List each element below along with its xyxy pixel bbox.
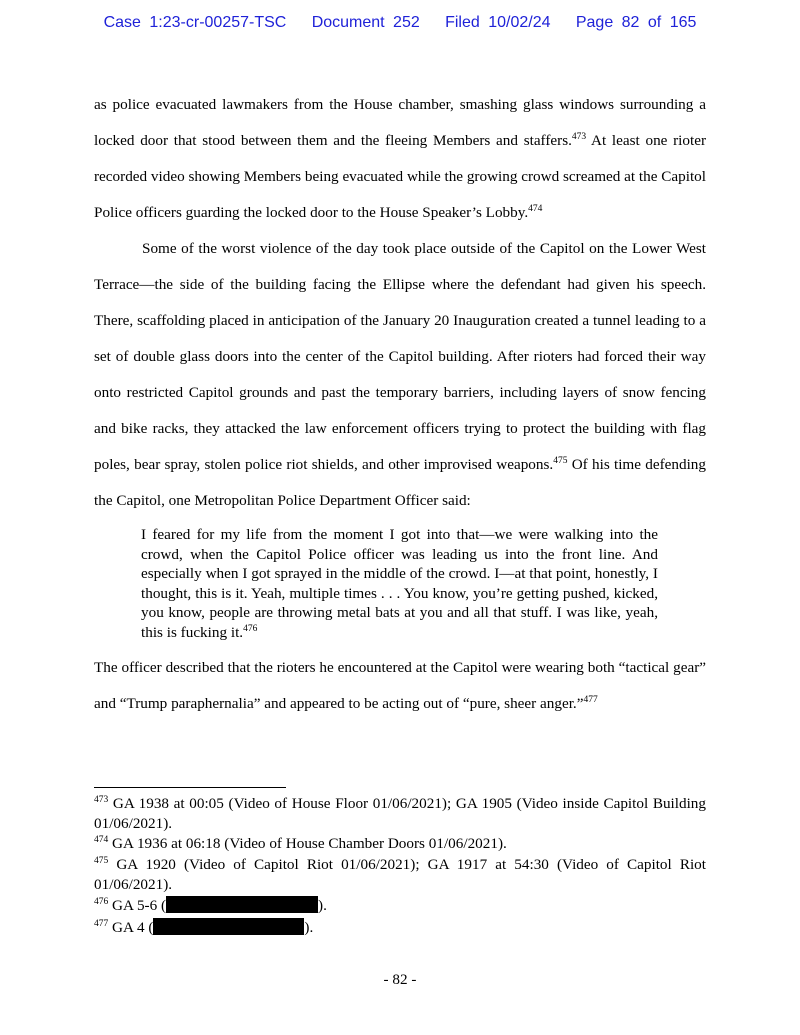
paragraph-3-text: The officer described that the rioters he encountered at the Capitol were wearing both “tactical gear” and “Trump paraphernalia” and appeared to be acting out of “pure, sheer anger.”	[94, 659, 706, 712]
footnote-ref-476[interactable]: 476	[243, 623, 258, 634]
footnote-number: 474	[94, 835, 109, 845]
paragraph-2-text-b: Of his time defending the Capitol, one Metropolitan Police Department Officer said:	[94, 456, 706, 509]
redaction-block	[153, 918, 304, 935]
block-quote	[141, 525, 658, 643]
page-number: - 82 -	[383, 971, 417, 988]
case-number: Case 1:23-cr-00257-TSC	[103, 14, 287, 31]
footnote-text: GA 1938 at 00:05 (Video of House Floor 01/06/2021); GA 1905 (Video inside Capitol Building 01/06/2021).	[94, 795, 706, 832]
paragraph-1	[94, 87, 706, 231]
paragraph-1-text-a: as police evacuated lawmakers from the House chamber, smashing glass windows surrounding a locked door that stood between them and the fleeing Members and staffers.	[94, 96, 706, 149]
block-quote-text: I feared for my life from the moment I got into that—we were walking into the crowd, when the Capitol Police officer was leading us into the front line. And especially when I got sprayed in the middle of the crowd. I—at that point, honestly, I thought, this is it. Yeah, multiple times . . . You know, you’re getting pushed, kicked, you know, people are throwing metal bats at you and all that stuff. I was like, yeah, this is fucking it.	[141, 526, 658, 641]
footnote-divider	[94, 787, 286, 788]
footnote-ref-475[interactable]: 475	[553, 456, 568, 466]
paragraph-3	[94, 650, 706, 722]
filed-date: Filed 10/02/24	[445, 14, 551, 31]
footnote-ref-477[interactable]: 477	[583, 695, 598, 705]
footnote-ref-474[interactable]: 474	[528, 204, 543, 214]
paragraph-1-text-b: At least one rioter recorded video showing Members being evacuated while the growing crowd screamed at the Capitol Police officers guarding the locked door to the House Speaker’s Lobby.	[94, 132, 706, 221]
footnote-number: 475	[94, 856, 109, 866]
footnote-text: GA 1920 (Video of Capitol Riot 01/06/2021); GA 1917 at 54:30 (Video of Capitol Riot 01/06/2021).	[94, 856, 706, 893]
footnote-474	[94, 834, 706, 854]
redaction-block	[166, 896, 318, 913]
footnote-text-after: ).	[318, 897, 327, 914]
footnote-473	[94, 794, 706, 834]
footnote-number: 473	[94, 795, 109, 805]
footnote-number: 477	[94, 919, 109, 929]
footnote-text-after: ).	[304, 919, 314, 936]
footnote-475	[94, 855, 706, 895]
paragraph-2-text-a: Some of the worst violence of the day took place outside of the Capitol on the Lower West Terrace—the side of the building facing the Ellipse where the defendant had given his speech. There, scaffolding placed in anticipation of the January 20 Inauguration created a tunnel leading to a set of double glass doors into the center of the Capitol building. After rioters had forced their way onto restricted Capitol grounds and past the temporary barriers, including layers of snow fencing and bike racks, they attacked the law enforcement officers trying to protect the building with flag poles, bear spray, stolen police riot shields, and other improvised weapons.	[94, 240, 706, 473]
footnote-text-before: GA 5-6 (	[108, 897, 167, 914]
footnote-number: 476	[94, 897, 109, 907]
case-header	[0, 14, 800, 32]
footnote-text-before: GA 4 (	[108, 919, 154, 936]
document-number: Document 252	[311, 14, 420, 31]
footnote-text: GA 1936 at 06:18 (Video of House Chamber Doors 01/06/2021).	[108, 835, 507, 852]
page-indicator: Page 82 of 165	[575, 14, 697, 31]
paragraph-2	[94, 231, 706, 519]
footnote-ref-473[interactable]: 473	[571, 132, 587, 142]
footnote-476	[94, 896, 706, 916]
footnote-477	[94, 918, 706, 938]
